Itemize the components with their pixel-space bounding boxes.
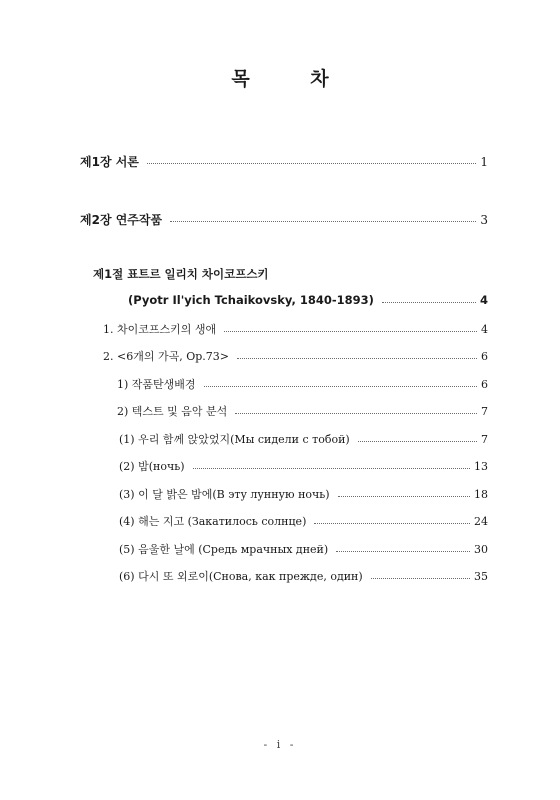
toc-label: 1. 차이코프스키의 생애 (103, 323, 217, 336)
leader-dots (235, 413, 477, 414)
toc-page-number: 6 (481, 378, 488, 391)
toc-label: (2) 밤(ночь) (119, 460, 185, 473)
toc-page-number: 1 (480, 155, 488, 169)
toc-page-number: 7 (481, 433, 488, 446)
toc-label: (6) 다시 또 외로이(Снова, как прежде, один) (119, 570, 363, 583)
toc-label: 2. <6개의 가곡, Op.73> (103, 350, 229, 363)
toc-label: 2) 텍스트 및 음악 분석 (117, 405, 228, 418)
toc-item[interactable] (119, 513, 488, 529)
leader-dots (170, 221, 476, 222)
toc-label: (3) 이 달 밝은 밤에(В эту лунную ночь) (119, 488, 330, 501)
toc-label: (Pyotr Il'yich Tchaikovsky, 1840-1893) (128, 293, 374, 307)
toc-label: (1) 우리 함께 앉았었지(Мы сидели с тобой) (119, 433, 350, 446)
leader-dots (358, 441, 477, 442)
toc-item[interactable] (103, 321, 488, 337)
leader-dots (204, 386, 477, 387)
leader-dots (193, 468, 470, 469)
page-title: 목 차 (231, 68, 329, 90)
toc-page-number: 18 (474, 488, 488, 501)
toc-item[interactable] (119, 458, 488, 474)
leader-dots (224, 331, 477, 332)
toc-label: (5) 음울한 날에 (Средь мрачных дней) (119, 543, 329, 556)
toc-item[interactable] (119, 568, 488, 584)
toc-section-subtitle[interactable] (128, 293, 488, 307)
toc-label: (4) 해는 지고 (Закатилось солнце) (119, 515, 307, 528)
toc-chapter-1[interactable] (80, 153, 488, 170)
toc-item[interactable] (103, 348, 488, 364)
leader-dots (336, 551, 470, 552)
toc-page-number: 3 (480, 213, 488, 227)
leader-dots (338, 496, 470, 497)
toc-item[interactable] (119, 486, 488, 502)
toc-label: 제2장 연주작품 (80, 213, 163, 227)
toc-item[interactable] (119, 431, 488, 447)
toc-page-number: 35 (474, 570, 488, 583)
leader-dots (147, 163, 476, 164)
toc-page-number: 13 (474, 460, 488, 473)
leader-dots (382, 302, 476, 303)
toc-item[interactable] (117, 376, 488, 392)
toc-label: 1) 작품탄생배경 (117, 378, 196, 391)
toc-item[interactable] (119, 541, 488, 557)
leader-dots (314, 523, 470, 524)
toc-page-number: 6 (481, 350, 488, 363)
toc-page-number: 4 (481, 323, 488, 336)
toc-page-number: 7 (481, 405, 488, 418)
toc-page-number: 30 (474, 543, 488, 556)
leader-dots (237, 358, 477, 359)
toc-label: 제1장 서론 (80, 155, 139, 169)
toc-section-title[interactable]: 제1절 표트르 일리치 차이코프스키 (93, 267, 269, 281)
toc-chapter-2[interactable] (80, 211, 488, 228)
toc-page-number: 4 (479, 293, 488, 307)
toc-page-number: 24 (474, 515, 488, 528)
page-footer: - i - (263, 738, 297, 751)
toc-item[interactable] (117, 403, 488, 419)
leader-dots (371, 578, 470, 579)
